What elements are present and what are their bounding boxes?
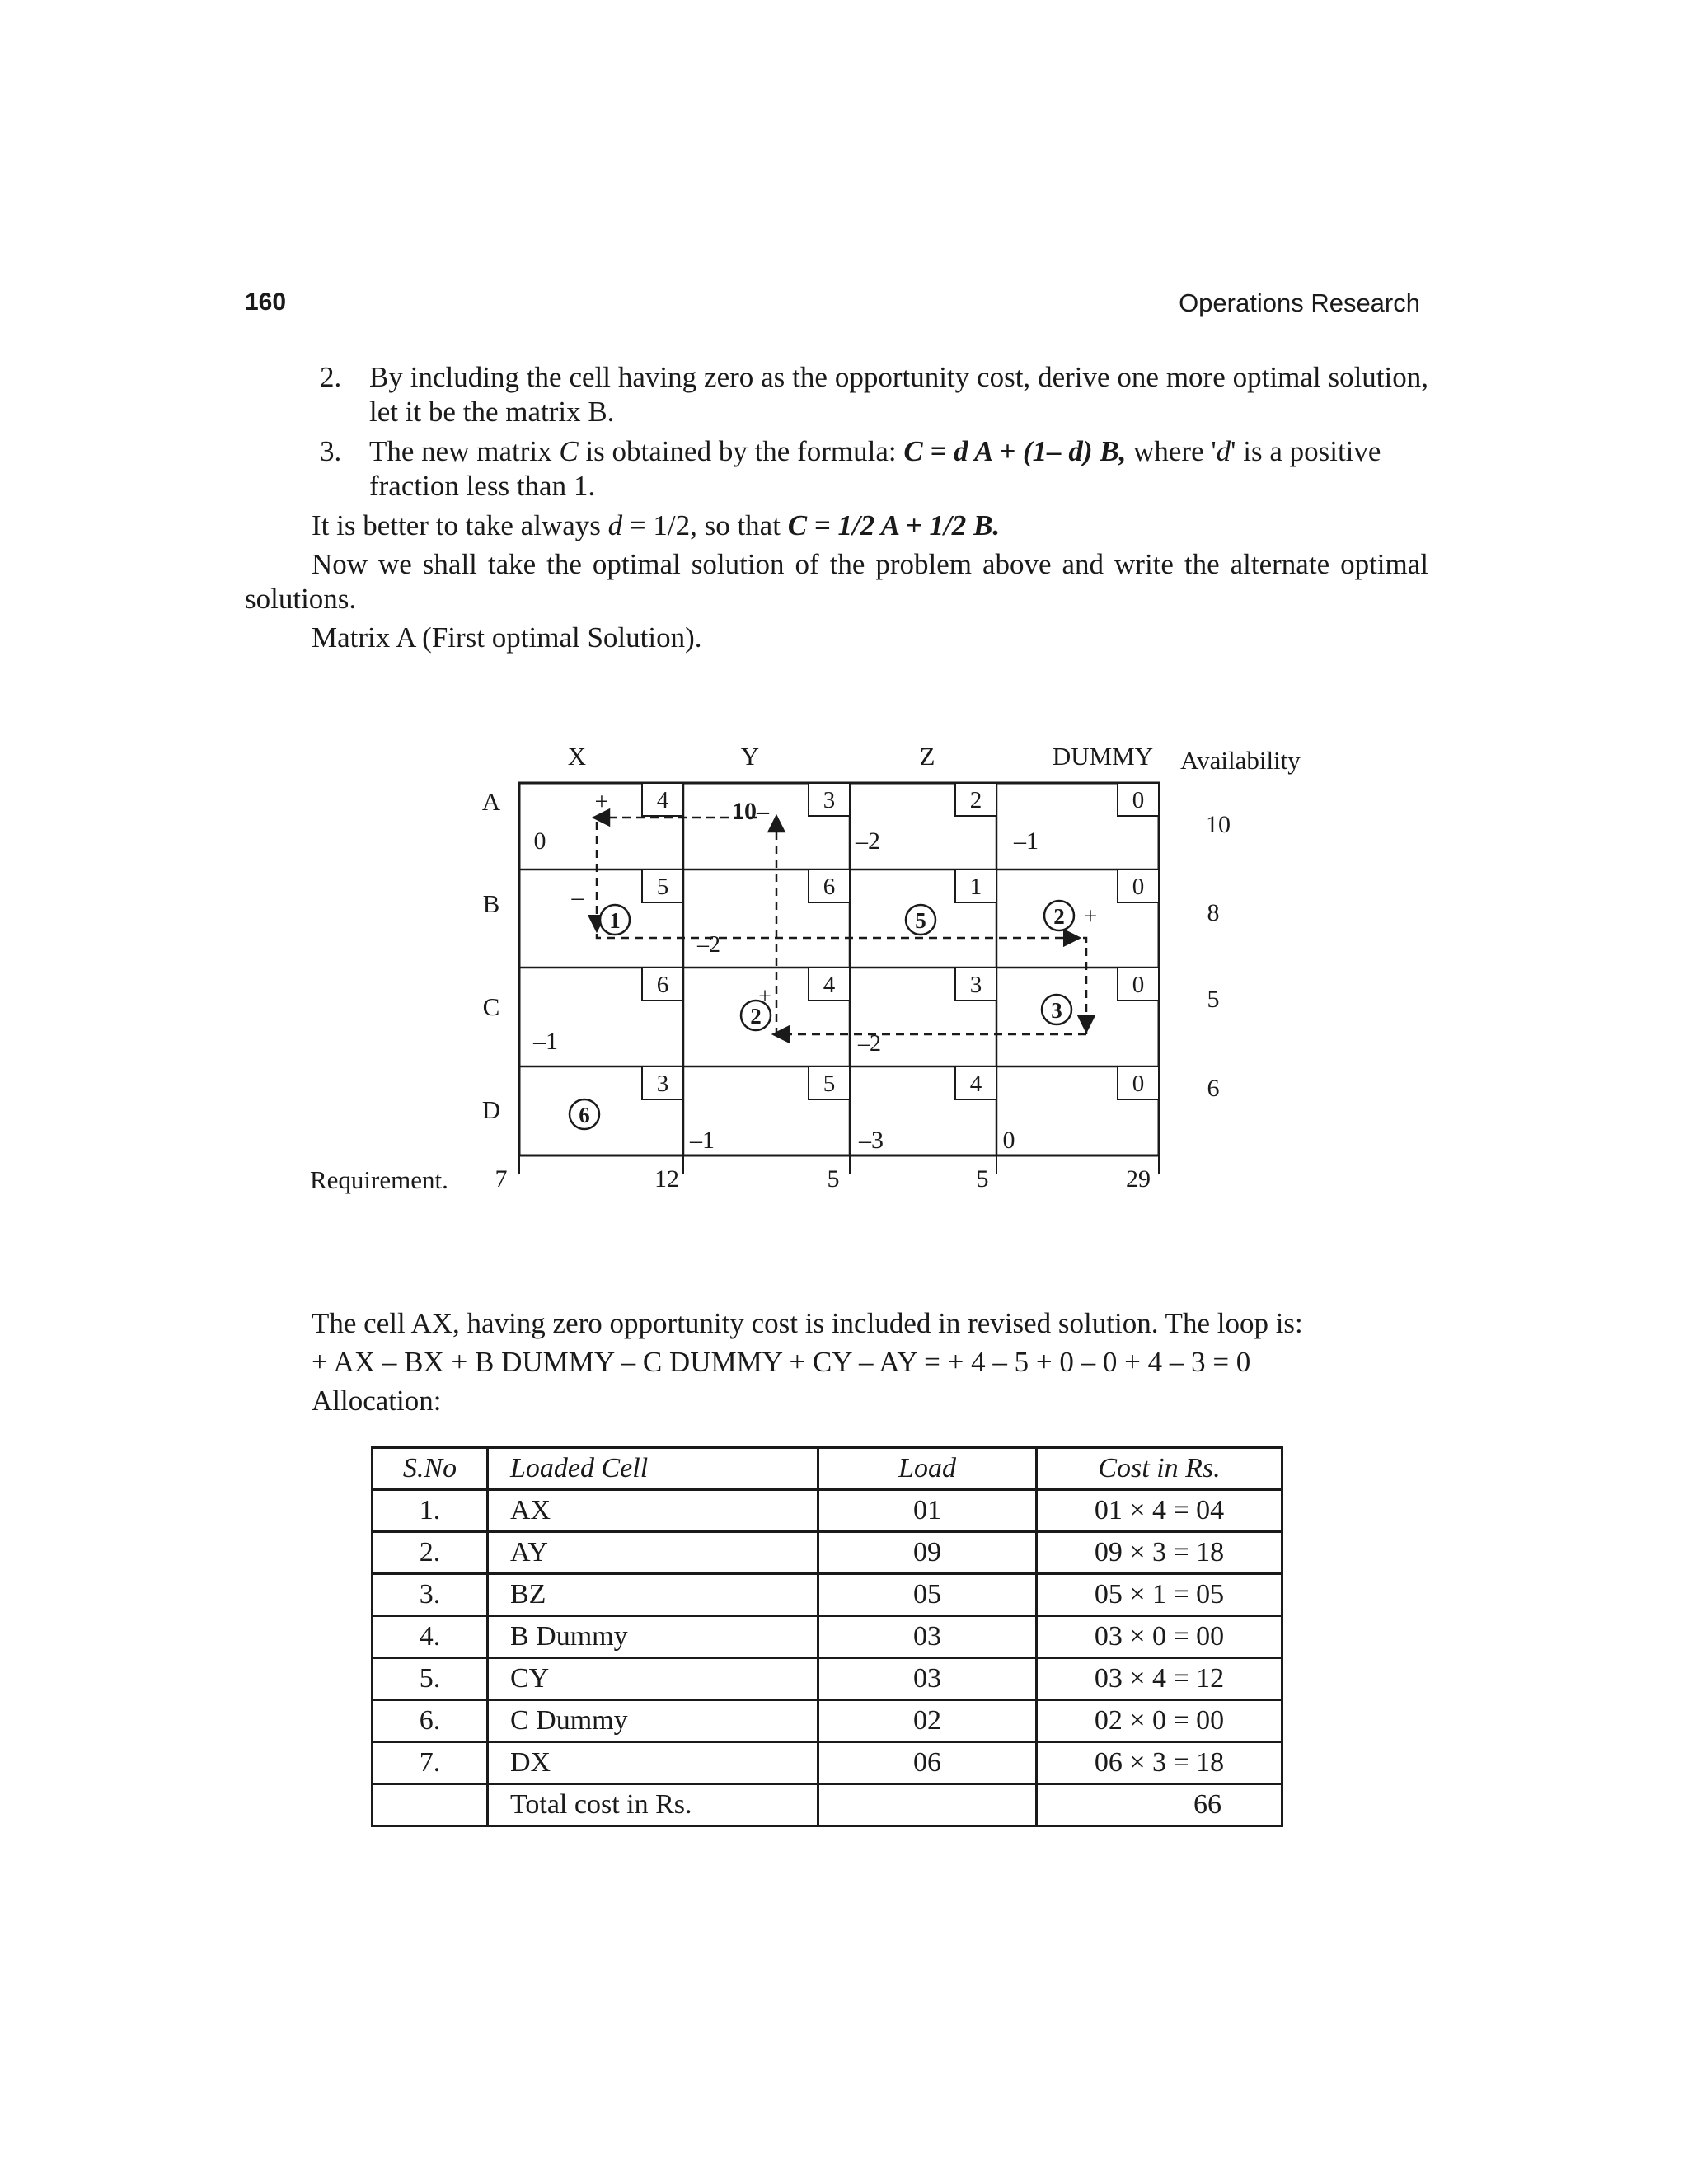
total-label: Total cost in Rs. bbox=[488, 1784, 818, 1826]
page-number: 160 bbox=[245, 288, 287, 316]
cell-sno: 6. bbox=[373, 1700, 488, 1742]
cell-sno: 3. bbox=[373, 1574, 488, 1616]
requirement-value: 5 bbox=[827, 1165, 840, 1193]
opportunity-cost: –3 bbox=[859, 1127, 884, 1154]
row-header: D bbox=[481, 1095, 501, 1124]
cell-cost: 03 × 4 = 12 bbox=[1037, 1658, 1282, 1700]
cell-cost: 06 × 3 = 18 bbox=[1037, 1742, 1282, 1784]
cell-load: 02 bbox=[818, 1700, 1037, 1742]
cost-value: 4 bbox=[656, 787, 669, 813]
list-number: 3. bbox=[320, 435, 342, 467]
allocation-BX: 1 bbox=[609, 908, 621, 933]
table-row bbox=[373, 1742, 1282, 1784]
availability-value: 10 bbox=[1206, 811, 1231, 838]
cell-sno: 5. bbox=[373, 1658, 488, 1700]
paragraph: Now we shall take the optimal solution of the problem above and write the alternate optimal bbox=[312, 548, 1428, 580]
cell-load: 09 bbox=[818, 1532, 1037, 1574]
cost-value: 2 bbox=[969, 787, 982, 813]
table-row bbox=[373, 1616, 1282, 1658]
cell-cost: 01 × 4 = 04 bbox=[1037, 1490, 1282, 1532]
cell-loaded: AX bbox=[488, 1490, 818, 1532]
row-header: A bbox=[481, 787, 501, 816]
loop-description: The cell AX, having zero opportunity cost is included in revised solution. The loop is: bbox=[312, 1307, 1303, 1339]
matrix-caption: Matrix A (First optimal Solution). bbox=[312, 621, 702, 654]
cost-value: 3 bbox=[823, 787, 836, 813]
cell-sno: 4. bbox=[373, 1616, 488, 1658]
cost-value: 3 bbox=[969, 972, 982, 998]
list-text: let it be the matrix B. bbox=[369, 396, 615, 428]
opportunity-cost: 0 bbox=[1002, 1127, 1015, 1154]
cell-empty bbox=[373, 1784, 488, 1826]
opportunity-cost: –1 bbox=[690, 1127, 715, 1154]
column-header: Y bbox=[740, 742, 760, 771]
cell-loaded: CY bbox=[488, 1658, 818, 1700]
column-header: Z bbox=[919, 742, 935, 771]
column-header: Cost in Rs. bbox=[1037, 1448, 1282, 1490]
cell-load: 03 bbox=[818, 1616, 1037, 1658]
loop-equation: + AX – BX + B DUMMY – C DUMMY + CY – AY = + 4 – 5 + 0 – 0 + 4 – 3 = 0 bbox=[312, 1346, 1251, 1378]
availability-value: 8 bbox=[1207, 899, 1220, 926]
cell-sno: 2. bbox=[373, 1532, 488, 1574]
cell-loaded: DX bbox=[488, 1742, 818, 1784]
loop-sign: + bbox=[594, 788, 609, 815]
opportunity-cost: –2 bbox=[697, 932, 720, 958]
table-total-row bbox=[373, 1784, 1282, 1826]
cell-cost: 05 × 1 = 05 bbox=[1037, 1574, 1282, 1616]
allocation-DX: 6 bbox=[579, 1103, 590, 1127]
list-text: The new matrix C is obtained by the formula: C = d A + (1– d) B, where 'd' is a positive bbox=[369, 435, 1381, 467]
availability-value: 5 bbox=[1207, 986, 1220, 1013]
table-row bbox=[373, 1490, 1282, 1532]
availability-value: 6 bbox=[1207, 1075, 1220, 1102]
cost-value: 0 bbox=[1132, 787, 1145, 813]
cost-value: 0 bbox=[1132, 1071, 1145, 1097]
opportunity-cost: –1 bbox=[1014, 827, 1039, 855]
column-header: Loaded Cell bbox=[488, 1448, 818, 1490]
opportunity-cost: –1 bbox=[533, 1028, 558, 1055]
allocation-CDUMMY: 3 bbox=[1051, 998, 1062, 1023]
list-number: 2. bbox=[320, 361, 342, 393]
opportunity-cost: 0 bbox=[533, 827, 546, 855]
column-header: Load bbox=[818, 1448, 1037, 1490]
list-text: fraction less than 1. bbox=[369, 470, 596, 502]
allocation-table bbox=[371, 1446, 1283, 1827]
loop-sign: + bbox=[1083, 902, 1098, 930]
cost-value: 0 bbox=[1132, 972, 1145, 998]
loop-sign: + bbox=[758, 984, 771, 1010]
cell-loaded: C Dummy bbox=[488, 1700, 818, 1742]
list-text: By including the cell having zero as the opportunity cost, derive one more optimal solution, bbox=[369, 361, 1428, 393]
cell-loaded: B Dummy bbox=[488, 1616, 818, 1658]
column-header: DUMMY bbox=[1052, 742, 1154, 771]
cell-cost: 03 × 0 = 00 bbox=[1037, 1616, 1282, 1658]
availability-header: Availability bbox=[1180, 746, 1301, 775]
cell-load: 05 bbox=[818, 1574, 1037, 1616]
table-row bbox=[373, 1574, 1282, 1616]
cell-load: 03 bbox=[818, 1658, 1037, 1700]
cell-loaded: BZ bbox=[488, 1574, 818, 1616]
allocation-heading: Allocation: bbox=[312, 1385, 442, 1417]
table-row bbox=[373, 1700, 1282, 1742]
cell-sno: 1. bbox=[373, 1490, 488, 1532]
allocation-BZ: 5 bbox=[915, 908, 926, 933]
requirement-value: 29 bbox=[1126, 1165, 1151, 1193]
cell-load: 06 bbox=[818, 1742, 1037, 1784]
opportunity-cost: –2 bbox=[856, 827, 880, 855]
cell-load: 01 bbox=[818, 1490, 1037, 1532]
paragraph: It is better to take always d = 1/2, so that C = 1/2 A + 1/2 B. bbox=[312, 509, 1001, 541]
cost-value: 4 bbox=[823, 972, 836, 998]
allocation-CY: 2 bbox=[750, 1004, 762, 1029]
cell-cost: 09 × 3 = 18 bbox=[1037, 1532, 1282, 1574]
cell-empty bbox=[818, 1784, 1037, 1826]
row-header: B bbox=[482, 889, 500, 918]
column-header: S.No bbox=[373, 1448, 488, 1490]
cost-value: 0 bbox=[1132, 874, 1145, 900]
requirement-value: 7 bbox=[495, 1165, 508, 1193]
column-header: X bbox=[567, 742, 587, 771]
table-row bbox=[373, 1532, 1282, 1574]
cell-loaded: AY bbox=[488, 1532, 818, 1574]
running-title: Operations Research bbox=[1179, 288, 1420, 317]
table-row bbox=[373, 1658, 1282, 1700]
cell-cost: 02 × 0 = 00 bbox=[1037, 1700, 1282, 1742]
loop-sign: – bbox=[571, 883, 584, 911]
requirement-label: Requirement. bbox=[310, 1165, 448, 1194]
cost-value: 3 bbox=[656, 1071, 669, 1097]
requirement-value: 5 bbox=[976, 1165, 989, 1193]
total-value: 66 bbox=[1037, 1784, 1282, 1826]
cell-sno: 7. bbox=[373, 1742, 488, 1784]
requirement-value: 12 bbox=[654, 1165, 679, 1193]
cost-value: 4 bbox=[969, 1071, 982, 1097]
opportunity-cost: –2 bbox=[858, 1031, 881, 1057]
paragraph: solutions. bbox=[245, 583, 357, 615]
cost-value: 6 bbox=[656, 972, 669, 998]
cost-value: 5 bbox=[656, 874, 669, 900]
table-header-row bbox=[373, 1448, 1282, 1490]
cost-value: 1 bbox=[969, 874, 982, 900]
cost-value: 5 bbox=[823, 1071, 836, 1097]
allocation-BDUMMY: 2 bbox=[1053, 904, 1065, 929]
allocation-AY: 10– bbox=[732, 798, 769, 825]
row-header: C bbox=[482, 992, 500, 1021]
cost-value: 6 bbox=[823, 874, 836, 900]
